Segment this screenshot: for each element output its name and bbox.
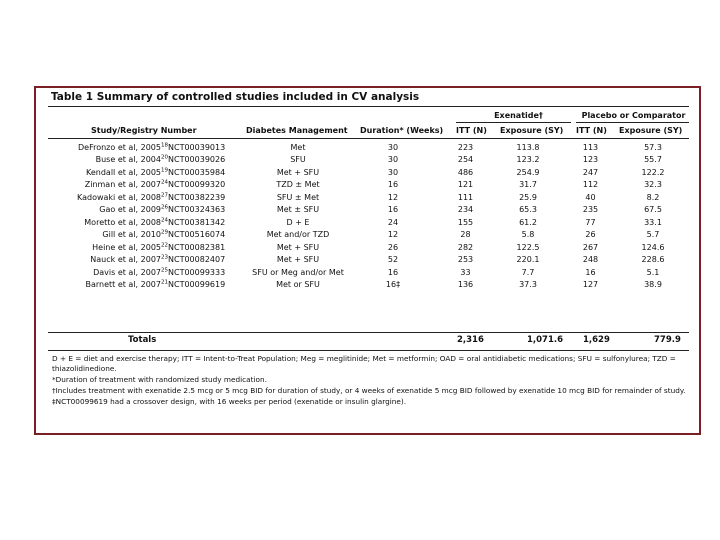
totals-itt-comparator: 1,629: [583, 335, 610, 345]
itt-exenatide: 155: [457, 217, 474, 227]
itt-comparator: 123: [582, 155, 599, 165]
reference-number: 25: [161, 267, 168, 274]
registry-number: NCT00099320: [168, 180, 226, 190]
duration-weeks: 24: [387, 217, 399, 227]
duration-weeks: 16‡: [385, 280, 401, 290]
exposure-comparator: 122.2: [641, 167, 665, 177]
exposure-comparator: 5.7: [646, 230, 660, 240]
study-name: [53, 279, 168, 292]
table-row: [53, 254, 688, 267]
itt-comparator: 26: [585, 230, 596, 240]
study-label: Buse et al, 2004: [95, 155, 161, 165]
itt-comparator: 235: [582, 205, 599, 215]
duration-weeks: 26: [387, 242, 399, 252]
itt-comparator: 247: [582, 167, 599, 177]
comparator-group-header: Placebo or Comparator: [581, 111, 686, 120]
exposure-comparator: 32.3: [644, 180, 662, 190]
registry-number: NCT00039013: [168, 142, 226, 152]
table-row: [53, 229, 688, 242]
exposure-exenatide: 5.8: [521, 230, 535, 240]
itt-exenatide: 28: [460, 230, 471, 240]
reference-number: 29: [161, 229, 168, 236]
itt-comparator: 113: [582, 142, 599, 152]
study-label: Nauck et al, 2007: [90, 255, 161, 265]
itt-exenatide: 253: [457, 255, 474, 265]
study-name: [53, 254, 168, 267]
itt-exenatide: 486: [457, 167, 474, 177]
study-label: Zinman et al, 2007: [84, 180, 161, 190]
reference-number: 20: [161, 154, 168, 161]
study-name: [53, 154, 168, 167]
diabetes-management: SFU or Meg and/or Met: [252, 267, 344, 277]
exposure-exenatide: 7.7: [521, 267, 535, 277]
reference-number: 23: [161, 254, 168, 261]
itt-comparator: 16: [585, 267, 596, 277]
itt-exenatide: 33: [460, 267, 471, 277]
study-label: Davis et al, 2007: [93, 267, 161, 277]
exposure-comparator: 124.6: [641, 242, 665, 252]
exposure-exenatide: 254.9: [516, 167, 540, 177]
exenatide-group-header: Exenatide†: [494, 111, 543, 120]
study-name: [53, 179, 168, 192]
study-name: [53, 229, 168, 242]
table-row: [53, 179, 688, 192]
duration-weeks: 30: [387, 155, 399, 165]
itt-exenatide: 111: [457, 192, 474, 202]
itt-exenatide: 136: [457, 280, 474, 290]
registry-number: NCT00099333: [168, 267, 226, 277]
itt-comparator: 267: [582, 242, 599, 252]
reference-number: 24: [161, 217, 168, 224]
duration-weeks: 12: [387, 192, 399, 202]
col-management: Diabetes Management: [246, 126, 348, 135]
diabetes-management: Met: [290, 142, 306, 152]
itt-exenatide: 282: [457, 242, 474, 252]
exposure-comparator: 55.7: [644, 155, 662, 165]
totals-itt-exenatide: 2,316: [457, 335, 484, 345]
registry-number: NCT00035984: [168, 167, 226, 177]
col-itt-comparator: ITT (N): [576, 126, 607, 135]
exposure-exenatide: 61.2: [519, 217, 537, 227]
footnote-abbreviations: D + E = diet and exercise therapy; ITT = Intent-to-Treat Population; Meg = meglitinide; Met = metformin; OAD = oral antidiabetic medications; SFU = sulfonylurea; TZD = thiazolidinedione.: [52, 354, 676, 373]
col-exposure-exenatide: Exposure (SY): [500, 126, 564, 135]
footnotes: [52, 354, 692, 408]
exposure-comparator: 8.2: [646, 192, 660, 202]
col-duration: Duration* (Weeks): [360, 126, 444, 135]
itt-comparator: 40: [585, 192, 596, 202]
study-table: [53, 141, 688, 291]
diabetes-management: Met or SFU: [276, 280, 320, 290]
study-name: [53, 204, 168, 217]
exposure-comparator: 5.1: [646, 267, 660, 277]
registry-number: NCT00082407: [168, 255, 226, 265]
registry-number: NCT00381342: [168, 217, 226, 227]
registry-number: NCT00382239: [168, 192, 226, 202]
exposure-exenatide: 123.2: [516, 155, 540, 165]
study-label: Gao et al, 2009: [99, 205, 161, 215]
totals-exposure-comparator: 779.9: [654, 335, 681, 345]
table-row: [53, 279, 688, 292]
diabetes-management: D + E: [286, 217, 310, 227]
itt-exenatide: 254: [457, 155, 474, 165]
study-label: Moretto et al, 2008: [84, 217, 161, 227]
table-row: [53, 154, 688, 167]
table-title: Table 1 Summary of controlled studies included in CV analysis: [51, 91, 420, 103]
registry-number: NCT00516074: [168, 230, 226, 240]
exenatide-group-rule: [456, 122, 571, 123]
table-row: [53, 141, 688, 154]
duration-weeks: 52: [387, 255, 399, 265]
table-row: [53, 204, 688, 217]
reference-number: 19: [161, 167, 168, 174]
totals-exposure-exenatide: 1,071.6: [527, 335, 564, 345]
title-rule: [48, 106, 689, 107]
diabetes-management: TZD ± Met: [276, 180, 320, 190]
reference-number: 18: [161, 142, 168, 149]
itt-comparator: 127: [582, 280, 599, 290]
study-name: [53, 191, 168, 204]
reference-number: 22: [161, 242, 168, 249]
totals-label: Totals: [128, 335, 157, 345]
exposure-comparator: 57.3: [644, 142, 662, 152]
registry-number: NCT00082381: [168, 242, 226, 252]
table-row: [53, 166, 688, 179]
study-label: Kadowaki et al, 2008: [77, 192, 161, 202]
duration-weeks: 12: [387, 230, 399, 240]
study-label: Heine et al, 2005: [92, 242, 161, 252]
bottom-rule: [48, 350, 689, 351]
registry-number: NCT00099619: [168, 280, 226, 290]
exposure-exenatide: 122.5: [516, 242, 540, 252]
exposure-exenatide: 113.8: [516, 142, 540, 152]
study-label: Gill et al, 2010: [102, 230, 161, 240]
reference-number: 24: [161, 179, 168, 186]
duration-weeks: 30: [387, 142, 399, 152]
exposure-comparator: 67.5: [644, 205, 662, 215]
footnote-duration: *Duration of treatment with randomized study medication.: [52, 375, 267, 384]
col-itt-exenatide: ITT (N): [456, 126, 487, 135]
diabetes-management: Met ± SFU: [276, 205, 320, 215]
col-exposure-comparator: Exposure (SY): [619, 126, 683, 135]
itt-exenatide: 223: [457, 142, 474, 152]
exposure-exenatide: 220.1: [516, 255, 540, 265]
exposure-exenatide: 65.3: [519, 205, 537, 215]
diabetes-management: Met + SFU: [276, 242, 320, 252]
study-label: Kendall et al, 2005: [86, 167, 161, 177]
duration-weeks: 16: [387, 267, 399, 277]
header-rule: [48, 138, 689, 139]
duration-weeks: 16: [387, 180, 399, 190]
study-name: [53, 216, 168, 229]
diabetes-management: Met and/or TZD: [266, 230, 330, 240]
footnote-crossover: ‡NCT00099619 had a crossover design, with 16 weeks per period (exenatide or insulin glargine).: [52, 397, 407, 406]
exposure-exenatide: 31.7: [519, 180, 537, 190]
study-label: Barnett et al, 2007: [85, 280, 161, 290]
itt-exenatide: 121: [457, 180, 474, 190]
col-study: Study/Registry Number: [91, 126, 197, 135]
duration-weeks: 16: [387, 205, 399, 215]
footnote-dose: †Includes treatment with exenatide 2.5 mcg or 5 mcg BID for duration of study, or 4 weeks of exenatide 5 mcg BID followed by exenatide 10 mcg BID for remainder of study.: [52, 386, 686, 395]
exposure-exenatide: 25.9: [519, 192, 537, 202]
study-label: DeFronzo et al, 2005: [78, 142, 161, 152]
itt-comparator: 248: [582, 255, 599, 265]
table-row: [53, 216, 688, 229]
table-row: [53, 241, 688, 254]
diabetes-management: SFU ± Met: [276, 192, 320, 202]
diabetes-management: SFU: [290, 155, 306, 165]
exposure-comparator: 228.6: [641, 255, 665, 265]
study-name: [53, 141, 168, 154]
registry-number: NCT00324363: [168, 205, 226, 215]
study-name: [53, 241, 168, 254]
comparator-group-rule: [576, 122, 689, 123]
itt-exenatide: 234: [457, 205, 474, 215]
study-name: [53, 266, 168, 279]
study-name: [53, 166, 168, 179]
reference-number: 27: [161, 192, 168, 199]
itt-comparator: 77: [585, 217, 596, 227]
exposure-comparator: 38.9: [644, 280, 662, 290]
exposure-exenatide: 37.3: [519, 280, 537, 290]
reference-number: 21: [161, 279, 168, 286]
totals-rule: [48, 332, 689, 333]
exposure-comparator: 33.1: [644, 217, 662, 227]
diabetes-management: Met + SFU: [276, 167, 320, 177]
slide-frame: [34, 86, 701, 435]
table-row: [53, 191, 688, 204]
reference-number: 26: [161, 204, 168, 211]
table-row: [53, 266, 688, 279]
itt-comparator: 112: [582, 180, 599, 190]
registry-number: NCT00039026: [168, 155, 226, 165]
diabetes-management: Met + SFU: [276, 255, 320, 265]
duration-weeks: 30: [387, 167, 399, 177]
